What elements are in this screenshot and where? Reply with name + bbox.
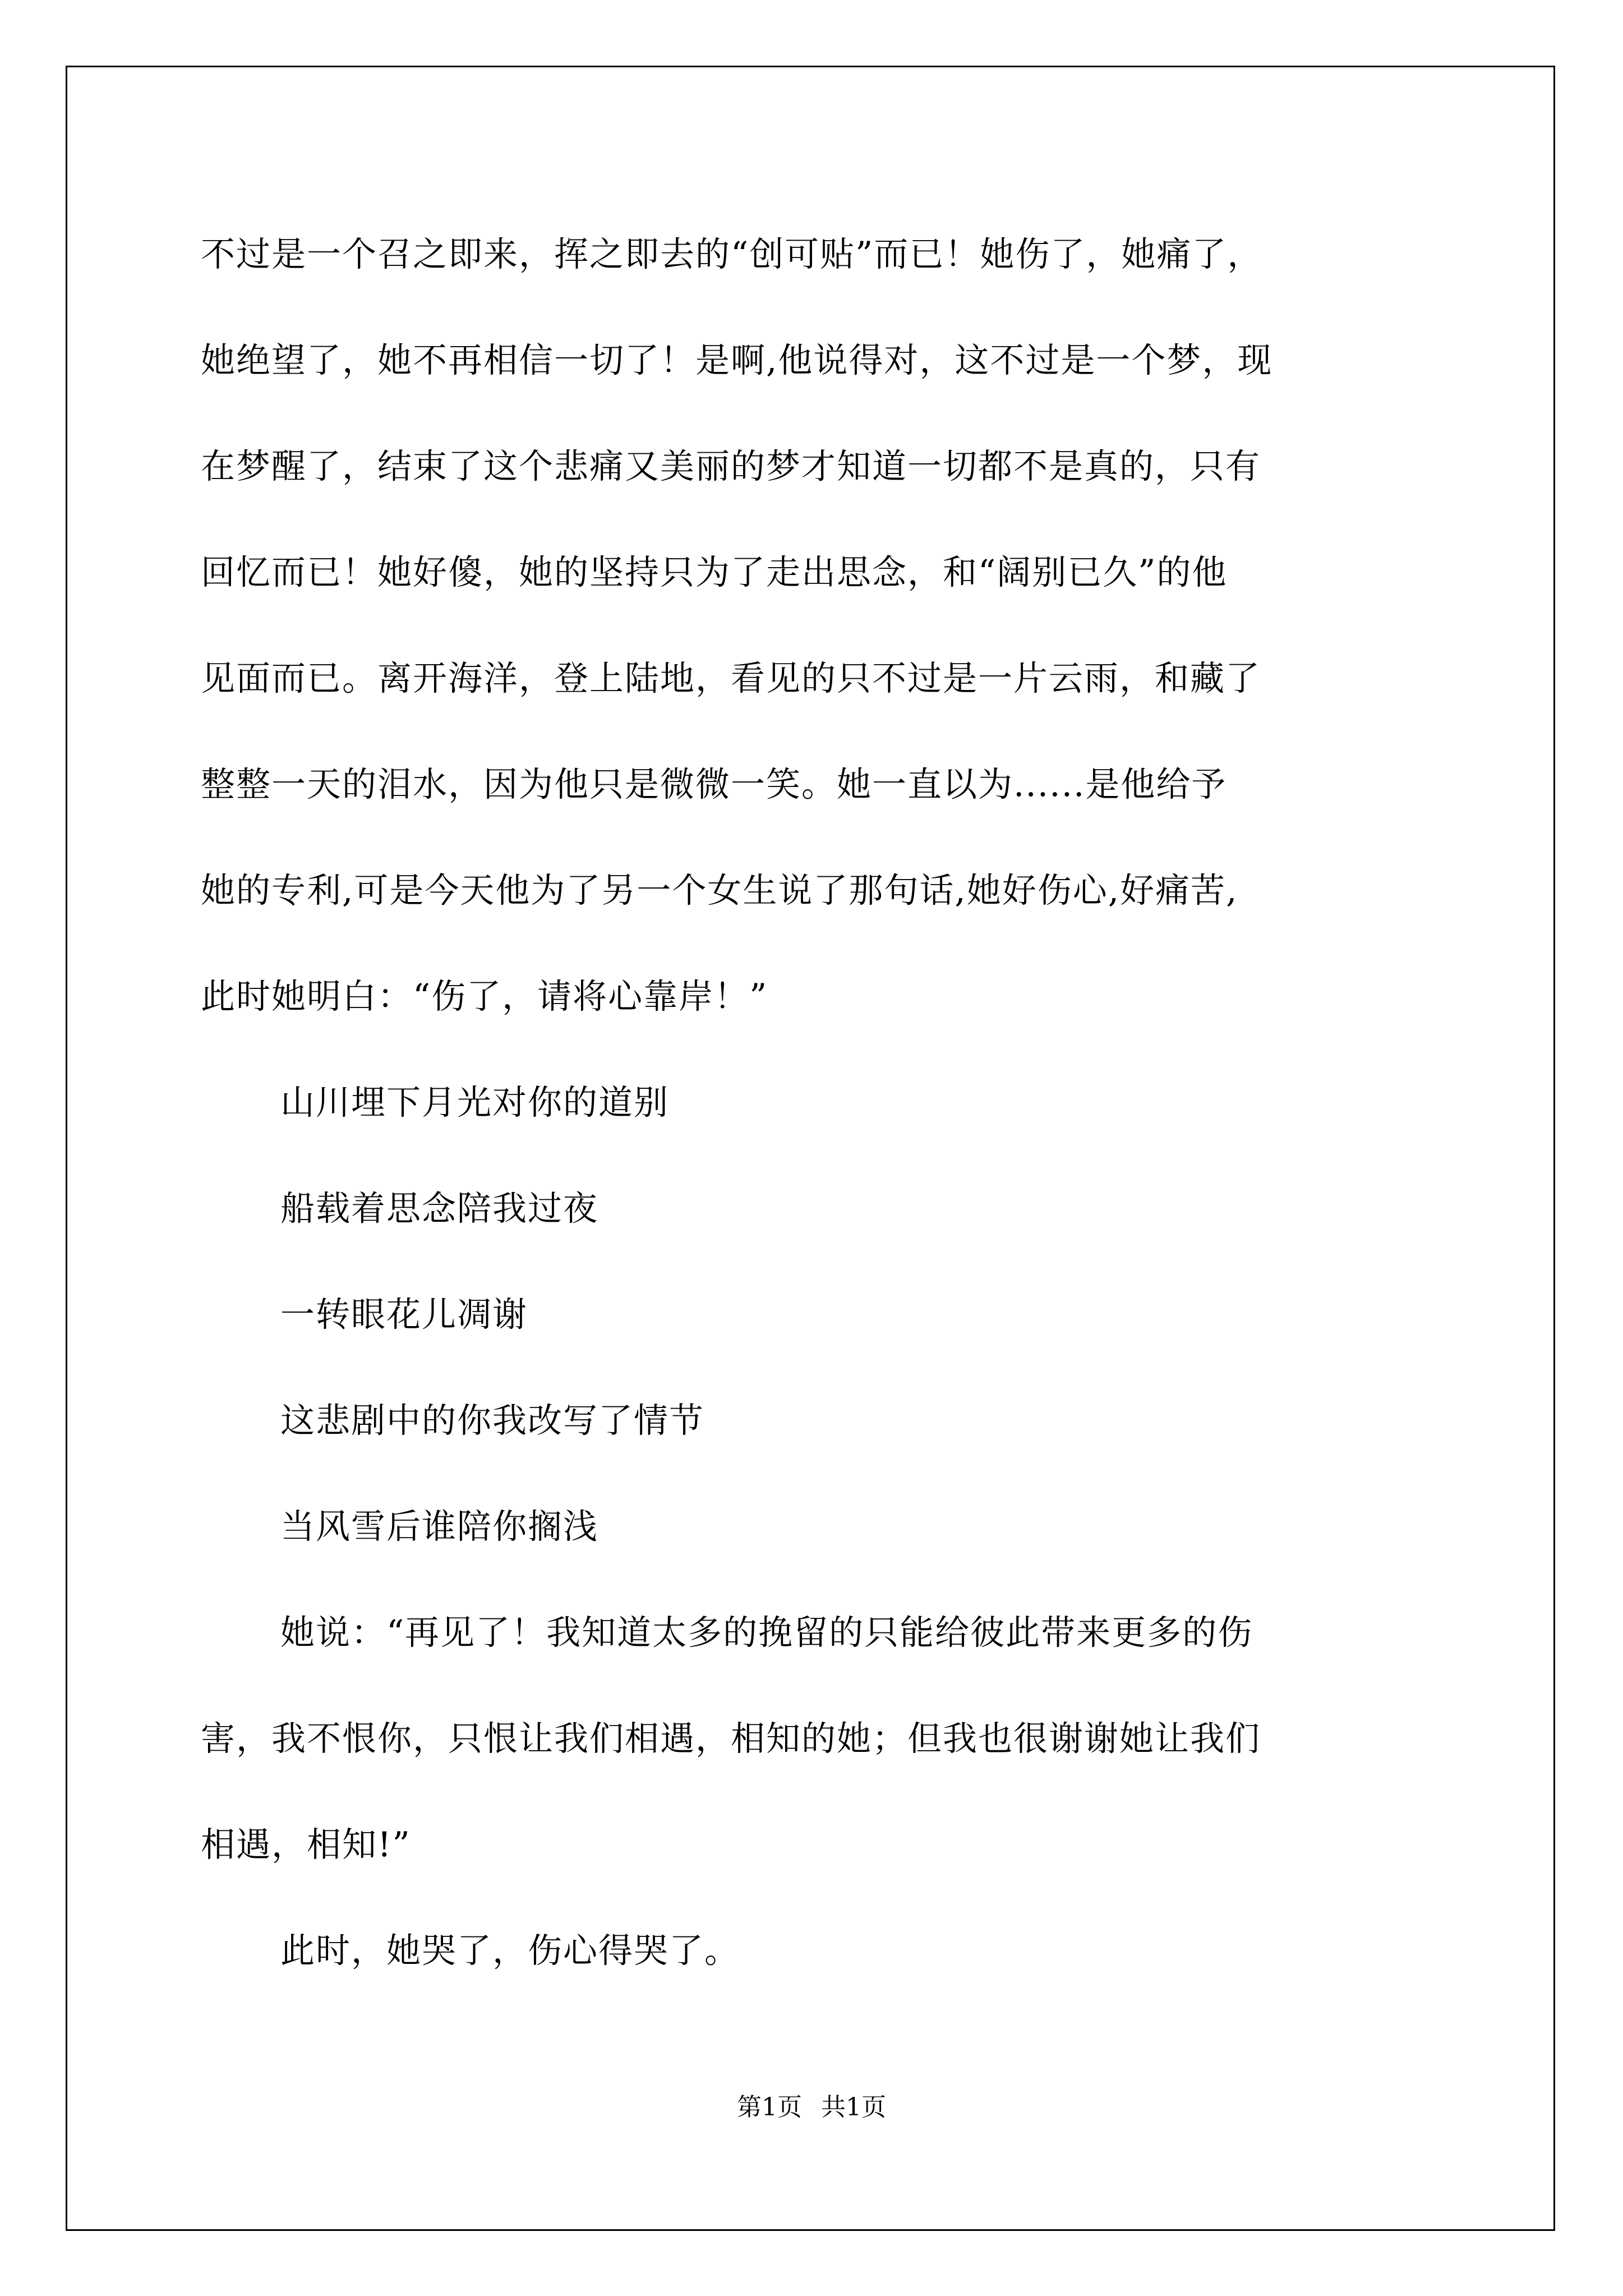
paragraph-line: 回忆而已！她好傻，她的坚持只为了走出思念，和“阔别已久”的他 xyxy=(201,553,1228,592)
lyric-line: 一转眼花儿凋谢 xyxy=(280,1295,528,1335)
paragraph-line: 此时，她哭了，伤心得哭了。 xyxy=(280,1931,740,1971)
paragraph-line: 相遇，相知!” xyxy=(201,1825,411,1865)
lyric-line: 山川埋下月光对你的道别 xyxy=(280,1083,670,1122)
paragraph-line: 此时她明白：“伤了，请将心靠岸！” xyxy=(201,977,768,1016)
document-body xyxy=(201,201,1440,2004)
lyric-line: 船载着思念陪我过夜 xyxy=(280,1189,599,1228)
paragraph-line: 害，我不恨你，只恨让我们相遇，相知的她；但我也很谢谢她让我们 xyxy=(201,1719,1261,1759)
paragraph-line: 她绝望了，她不再相信一切了！是啊,他说得对，这不过是一个梦，现 xyxy=(201,341,1273,380)
lyric-line: 当风雪后谁陪你搁浅 xyxy=(280,1507,599,1547)
page-number-current: 第1页 xyxy=(737,2093,802,2122)
paragraph-line: 整整一天的泪水，因为他只是微微一笑。她一直以为......是他给予 xyxy=(201,765,1227,804)
lyric-line: 这悲剧中的你我改写了情节 xyxy=(280,1401,705,1441)
paragraph-line: 在梦醒了，结束了这个悲痛又美丽的梦才知道一切都不是真的，只有 xyxy=(201,447,1261,486)
page-number-total: 共1页 xyxy=(821,2093,886,2122)
paragraph-line: 她说：“再见了！我知道太多的挽留的只能给彼此带来更多的伤 xyxy=(280,1613,1253,1653)
paragraph-line: 见面而已。离开海洋，登上陆地，看见的只不过是一片云雨，和藏了 xyxy=(201,659,1261,698)
paragraph-line: 不过是一个召之即来，挥之即去的“创可贴”而已！她伤了，她痛了， xyxy=(201,234,1263,274)
page-footer xyxy=(0,2087,1623,2123)
paragraph-line: 她的专利,可是今天他为了另一个女生说了那句话,她好伤心,好痛苦, xyxy=(201,871,1238,910)
